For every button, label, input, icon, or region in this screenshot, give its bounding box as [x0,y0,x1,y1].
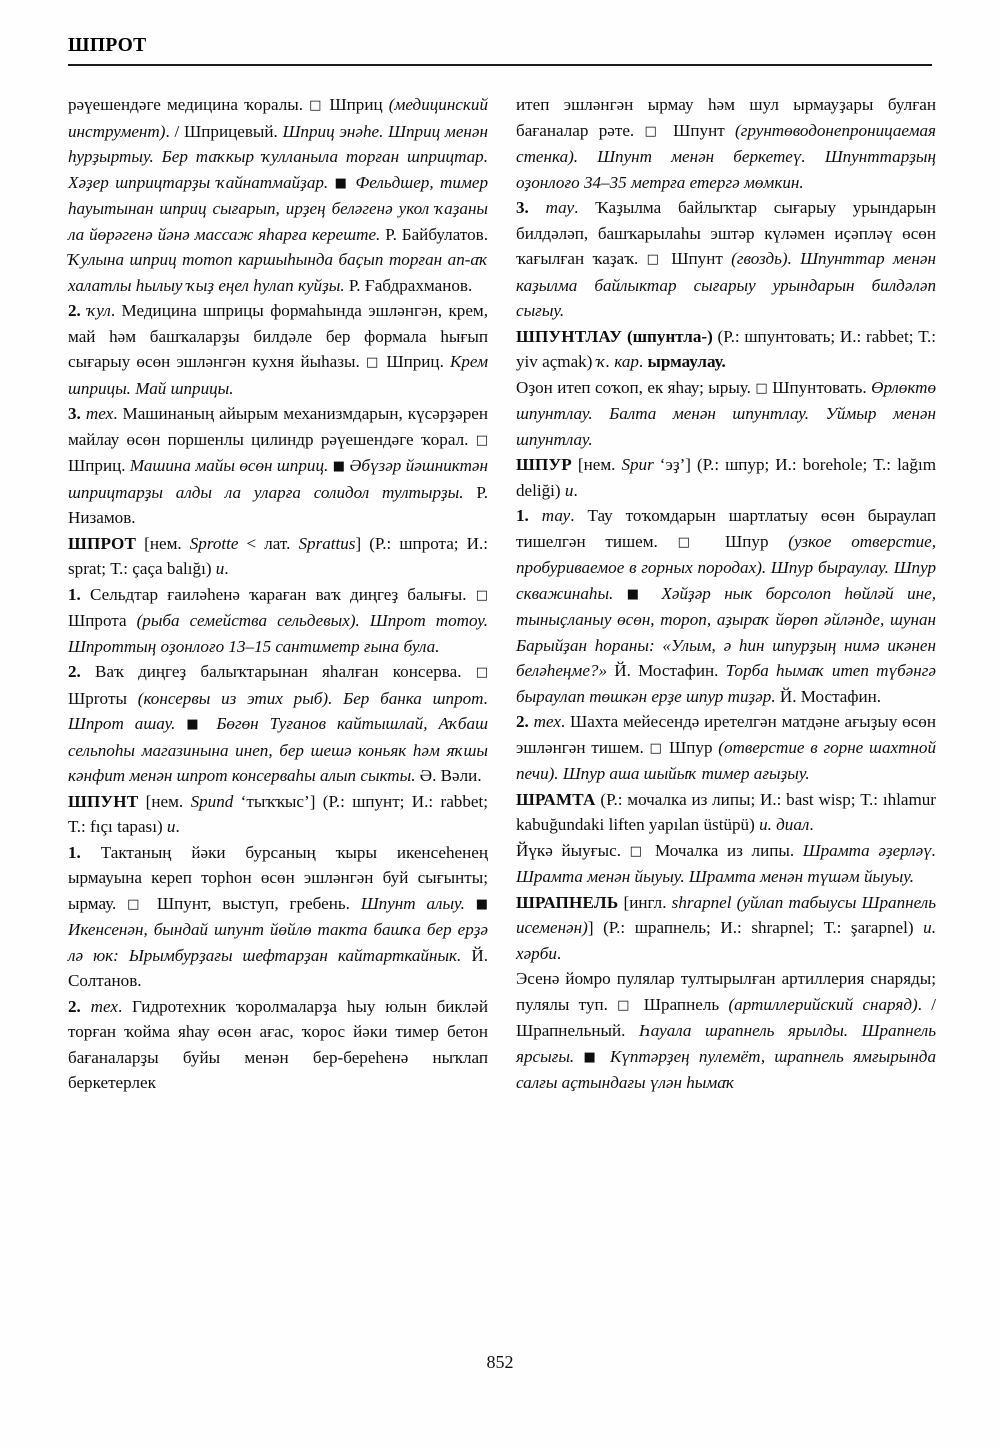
open-square-marker-icon: □ [755,380,768,396]
italic-text: ҡул [80,301,111,320]
body-text: [нем. [571,455,622,474]
entry-block [68,659,488,789]
sense-number: 3. [516,198,529,217]
open-square-marker-icon: □ [475,432,488,448]
entry-block [68,298,488,401]
italic-text: (гвоздь). Шпунттар менән каҙылма байлыктар сығарыу урындарын билдәләп сығыу. [516,249,936,320]
body-text: Шприц. [68,456,130,475]
body-text: ] (Р.: шпрота; И.: sprat; Т.: çaça balığı) [68,533,488,578]
body-text: Ваҡ диңгеҙ балыҡтарынан яһалған консерва. [80,662,476,681]
entry-block [516,966,936,1096]
body-text: . [573,480,578,500]
body-text: . Шахта мейесендә иретелгән матдәне ағыҙыу өсөн эшләнгән тишем. [516,712,936,757]
italic-text: тех [528,712,561,731]
italic-text: shrapnel (уйлап табыусы Шрапнель исеменән) [516,892,936,937]
body-text: [ингл. [618,892,672,912]
running-head [68,36,932,66]
open-square-marker-icon: □ [677,534,706,550]
body-text: Й. Мостафин. [775,686,882,706]
filled-square-marker-icon: ■ [583,1049,601,1065]
open-square-marker-icon: □ [649,740,664,756]
body-text: Йүкә йыуғыс. [516,840,630,860]
italic-text: Күптәрҙең пулемёт, шрапнель ямғырында салғы аҫтындағы үлән һымаҡ [516,1046,936,1092]
running-head-title: ШПРОТ [68,35,147,56]
headword: ШПУНТЛАУ [516,326,623,346]
entry-block [68,582,488,660]
body-text: Шпунт [662,249,732,268]
body-text: Й. Солтанов. [68,945,488,990]
entry-block [68,401,488,531]
italic-text: и. хәрби [516,918,936,963]
body-text: рәүешендәге медицина ҡоралы. [68,95,310,114]
body-text: Шпрота [68,611,137,630]
body-text: Шпур [663,737,719,757]
italic-text: Бөгөн Туғанов кайтышлай, Аҡбаш сельпоһы магазинына инеп, бер шешә коньяк һәм яҡшы кәнфит менән шпрот консерваһы алып сыкты. [68,714,488,785]
open-square-marker-icon: □ [629,843,647,859]
italic-text: Шприц энәһе. Шприц менән һурҙыртыу. Бер таҡкыр ҡулланыла торған шприцтар. Хәҙер шприцтарҙы ҡайнатмайҙар. [68,121,488,192]
body-text [613,584,626,603]
italic-text: Sprattus [298,533,356,553]
italic-text: Торба һымаҡ итеп түбәнгә быраулап төшкән ерҙе шпур тиҙәр. [516,661,936,706]
italic-text: (консервы из этих рыб). Бер банка шпрот. Шпрот ашау. [68,688,488,733]
body-text: . [556,943,562,963]
italic-text: и. диал [759,815,810,834]
sense-number: 2. [516,712,529,731]
italic-text: Ҡулына шприц тотоп каршыһында баҫып торған ап-аҡ халатлы һылыу ҡыҙ еңел һулап куйҙы. [68,250,488,295]
entry-block [516,195,936,324]
body-text: Эсенә йомро пулялар тултырылған артиллерия снаряды; пулялы туп. [516,969,936,1014]
body-text: . [638,352,648,371]
body-text: Й. Мостафин. [607,661,726,680]
italic-text: (артиллерийский снаряд) [728,994,918,1014]
entry-block [68,531,488,582]
italic-text: Өрлөктө шпунтлау. Балта менән шпунтлау. Уймыр менән шпунтлау. [516,377,936,449]
italic-text: Крем шприцы. Май шприцы. [68,352,488,398]
entry-block [516,452,936,503]
italic-text: Хәйҙәр нык борсолоп һөйләй ине, тыныҫланыу өсөн, тороп, аҙыраҡ йөрөп әйләнде, шунан Барыйҙан һораны: «Улым, ә һин шпурҙың нимә икәнен беләһеңме?» [516,583,936,680]
italic-text: и [564,480,574,500]
open-square-marker-icon: □ [309,98,324,113]
body-text [175,714,186,733]
entry-block [516,787,936,838]
italic-text: Шпунт алыу. [360,893,465,913]
body-text: . [224,559,229,578]
body-text: Шпунт, выступ, гребень. [146,893,361,913]
body-text: Р. Байбулатов. [380,224,488,244]
body-text: итеп эшләнгән ырмау һәм шул ырмауҙары булған бағаналар рәте. [516,95,936,140]
entry-block [516,890,936,967]
filled-square-marker-icon: ■ [332,459,346,474]
body-text: . Ҡаҙылма байлыҡтар сығарыу урындарын билдәләп, башҡарылаһы эштәр күләмен иҫәпләү өсөн ҡағылған ҡаҙаҡ. [516,198,936,268]
italic-text: Spur [621,455,654,474]
sense-number: 1. [68,584,81,604]
sense-number: 2. [68,301,81,320]
header-rule [68,64,932,66]
italic-text: (отверстие в горне шахтной печи). Шпур аша шыйыҡ тимер ағыҙыу. [516,737,936,783]
body-text: Мочалка из липы. [646,840,803,860]
body-text: Шрапнель [634,994,729,1014]
headword: ШПРОТ [68,533,137,553]
body-text: [нем. [136,533,190,553]
italic-text: Машина майы өсөн шприц. [129,456,329,475]
italic-text: тау [528,506,571,525]
italic-text: (рыба семейства сельдевых). Шпрот тотоу. Шпроттың оҙонлоғо 13–15 сантиметр ғына була. [68,611,488,656]
italic-text: и [215,559,225,578]
entry-block [68,789,488,840]
open-square-marker-icon: □ [646,252,663,267]
entry-block [516,324,936,375]
entry-block [516,375,936,453]
body-text: Ә. Вәли. [415,766,482,785]
headword: ШПУР [516,455,572,474]
body-text: Шпунт [662,120,736,140]
headword: ШРАПНЕЛЬ [516,892,619,912]
body-text: [нем. [138,791,191,811]
filled-square-marker-icon: ■ [334,175,350,191]
body-text: Р. Ғабдрахманов. [344,275,473,295]
entry-block [516,92,936,195]
italic-text: ҡ. кар [596,352,639,371]
italic-text: (медицинский инструмент) [68,95,488,141]
entry-block [68,92,488,298]
italic-text: Spund [190,791,234,811]
open-square-marker-icon: □ [365,355,381,370]
headword: ШПУНТ [68,791,139,811]
body-text: Шпунтовать. [767,377,872,397]
body-text: < лат. [238,533,299,553]
body-text: Шпур [705,531,789,551]
body-text: Шproты [68,688,138,708]
filled-square-marker-icon: ■ [186,717,206,732]
italic-text: тех [80,404,114,423]
entry-block [68,994,488,1096]
left-column [68,92,488,1322]
italic-text: Sprotte [189,533,239,553]
body-text: Сельдтар ғаиләһенә ҡараған ваҡ диңгеҙ балығы. [80,584,476,604]
body-text: ‘эҙ’] (Р.: шпур; И.: borehole; Т.: lağım deliği) [516,455,936,500]
italic-text: и [166,817,176,836]
sense-number: 2. [68,662,81,681]
body-text: . Медицина шприцы формаһында эшләнгән, крем, май һәм башҡаларҙы билдәле бер формала һығып сығарыу өсөн эшләнгән кухня йыһазы. [68,301,488,371]
body-text: Шприц. [380,352,451,371]
italic-text: Әбүзәр йәшниктән шприцтарҙы алды ла уларға солидол тултырҙы. [68,456,488,502]
body-text: Тактаның йәки бурсаның ҡыры икенсеһенең ырмауына кереп торһон өсөн эшләнгән буй сығынты; ырмау. [68,842,488,913]
body-text: Р. Низамов. [68,482,488,527]
right-column [516,92,936,1322]
body-text [465,894,476,913]
italic-text: тау [528,198,575,217]
column-container [68,92,936,1322]
body-text: . / Шрапнельный. [516,994,936,1040]
sense-number: 3. [68,404,81,423]
italic-text: (узкое отверстие, пробуриваемое в горных породах). Шпур быраулау. Шпур скважинаһы. [516,531,936,603]
headword: ШРАМТА [516,789,596,809]
italic-text: Икенсенән, бындай шпунт йөйлө такта башҡа бер ерҙә лә юк: Ырымбурҙағы шефтарҙан кайтарткайнык. [68,920,488,965]
entry-block [516,709,936,787]
open-square-marker-icon: □ [475,587,488,603]
italic-text: тех [80,996,118,1016]
body-text: ] (Р.: шрапнель; И.: shrapnel; Т.: şarapnel) [587,918,924,937]
body-text: . Гидротехник ҡоролмаларҙа һыу юлын бикләй торған ҡойма яһау өсөн ағас, ҡорос йәки тимер бетон бағаналарҙы буйы менән бер-береһенә ныҡлап беркетерлек [68,996,488,1092]
filled-square-marker-icon: ■ [475,896,489,912]
open-square-marker-icon: □ [475,665,488,680]
italic-text: (грунтөводонепроницаемая стенка). Шпунт менән беркетеү. Шпунттарҙың оҙонлоғо 34–35 метрға етергә мөмкин. [516,120,936,192]
entry-block [68,840,488,994]
body-text: ‘тыҡҡыс’] (Р.: шпунт; И.: rabbet; Т.: fıçı tapası) [68,791,488,836]
sense-number: ырмаулау. [647,352,726,371]
body-text: . [175,817,180,836]
body-text: Оҙон итеп соҡоп, ек яһау; ырыу. [516,377,756,397]
entry-block [516,503,936,709]
italic-text: Шрамта әҙерләү. Шрамта менән йыуыу. Шрамта менән түшәм йыуыу. [516,840,936,886]
body-text: . Тау тоҡомдарын шартлатыу өсөн быраулап тишелгән тишем. [516,506,936,551]
italic-text: Фельдшер, тимер һауытынан шприц сығарып, ирҙең беләгенә укол ҡаҙаны ла йөрәгенә йәнә массаж яһарға кереште. [68,172,488,244]
body-text: (Р.: шпунтовать; И.: rabbet; Т.: yiv açmak) [516,326,936,371]
page-number: 852 [486,1352,514,1372]
sense-number: 1. [68,842,81,862]
body-text: . / Шприцевый. [165,121,283,141]
sense-number: (шпунтла-) [626,326,713,346]
sense-number: 1. [516,506,529,525]
open-square-marker-icon: □ [617,997,635,1013]
open-square-marker-icon: □ [127,896,147,912]
sense-number: 2. [68,996,81,1016]
body-text: (Р.: мочалка из липы; И.: bast wisp; Т.: ıhlamur kabuğundaki liften yapılan üstüpü) [516,789,936,834]
entry-block [516,838,936,890]
filled-square-marker-icon: ■ [626,586,649,602]
body-text: . Машинаның айырым механизмдарын, күсәрҙәрен майлау өсөн поршенлы цилиндр рәүешендәге ҡорал. [68,404,488,449]
italic-text: Һауала шрапнель ярылды. Шрапнель ярсығы. [516,1021,936,1066]
body-text: Шприц [323,95,389,114]
body-text: . [809,815,814,834]
open-square-marker-icon: □ [644,123,663,139]
